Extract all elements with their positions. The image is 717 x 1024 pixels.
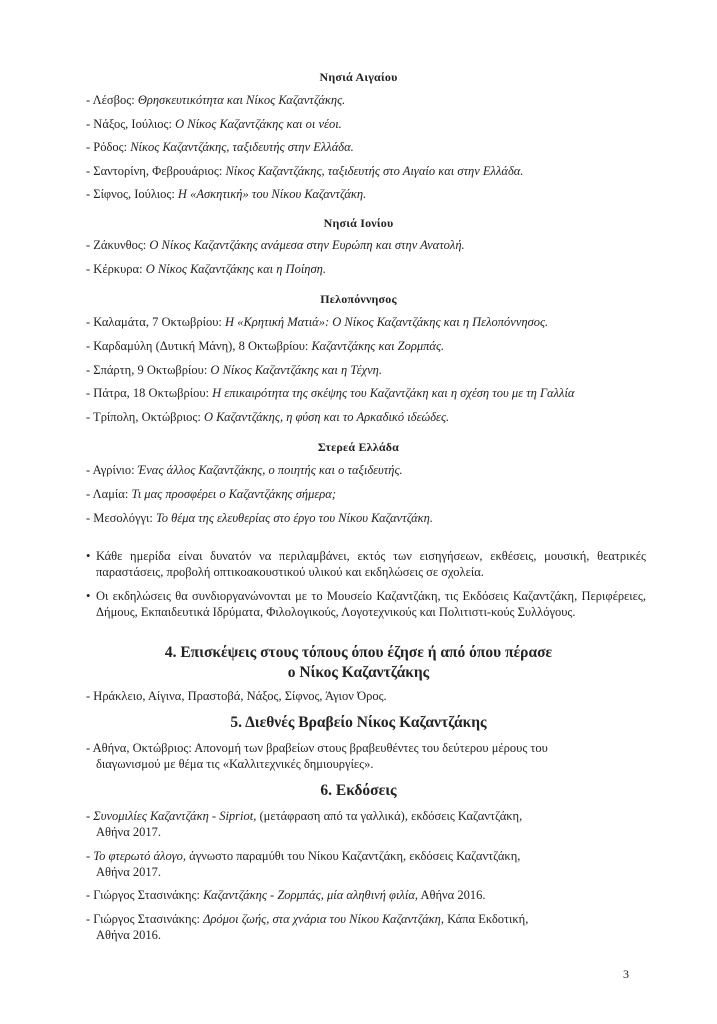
heading-4-line2: ο Νίκος Καζαντζάκης bbox=[287, 664, 430, 681]
list-item: - Καλαμάτα, 7 Οκτωβρίου: Η «Κρητική Ματιά»: Ο Νίκος Καζαντζάκης και η Πελοπόννησος. bbox=[86, 315, 549, 329]
visits-text: - Ηράκλειο, Αίγινα, Πραστοβά, Νάξος, Σίφνος, Άγιον Όρος. bbox=[86, 689, 387, 703]
section-title-sterea: Στερεά Ελλάδα bbox=[317, 440, 400, 454]
list-item: - Σίφνος, Ιούλιος: Η «Ασκητική» του Νίκου Καζαντζάκη. bbox=[86, 187, 367, 201]
publication-item: - Γιώργος Στασινάκης: Δρόμοι ζωής, στα χνάρια του Νίκου Καζαντζάκη, Κάπα Εκδοτική, Αθήνα 2016. bbox=[86, 912, 529, 942]
list-item: - Ζάκυνθος: Ο Νίκος Καζαντζάκης ανάμεσα στην Ευρώπη και στην Ανατολή. bbox=[86, 238, 465, 252]
bullet-icon: • bbox=[86, 549, 91, 563]
heading-6: 6. Εκδόσεις bbox=[320, 782, 397, 799]
section-title-aegean: Νησιά Αιγαίου bbox=[319, 70, 398, 84]
list-item: - Κέρκυρα: Ο Νίκος Καζαντζάκης και η Ποίηση. bbox=[86, 262, 326, 276]
publication-item: - Συνομιλίες Καζαντζάκη - Sipriot, (μετάφραση από τα γαλλικά), εκδόσεις Καζαντζάκη, Αθήνα 2017. bbox=[86, 809, 523, 839]
list-item: - Νάξος, Ιούλιος: Ο Νίκος Καζαντζάκης και οι νέοι. bbox=[86, 117, 342, 131]
publication-item: - Γιώργος Στασινάκης: Καζαντζάκης - Ζορμπάς, μία αληθινή φιλία, Αθήνα 2016. bbox=[86, 888, 486, 902]
section-title-peloponnese: Πελοπόννησος bbox=[320, 292, 397, 306]
publication-item: - Το φτερωτό άλογο, άγνωστο παραμύθι του Νίκου Καζαντζάκη, εκδόσεις Καζαντζάκη, Αθήνα 2017. bbox=[86, 849, 521, 879]
section-title-ionian: Νησιά Ιονίου bbox=[323, 216, 394, 230]
bullet-icon: • bbox=[86, 589, 91, 603]
bullet-item: • Οι εκδηλώσεις θα συνδιοργανώνονται με το Μουσείο Καζαντζάκη, τις Εκδόσεις Καζαντζάκη, Περιφέρειες, Δήμους, Εκπαιδευτικά Ιδρύματα, Φιλολογικούς, Λογοτεχνικούς και Πολιτιστι-κούς Συλλόγους. bbox=[86, 589, 646, 619]
list-item: - Σαντορίνη, Φεβρουάριος: Νίκος Καζαντζάκης, ταξιδευτής στο Αιγαίο και στην Ελλάδα. bbox=[86, 164, 524, 178]
list-item: - Καρδαμύλη (Δυτική Μάνη), 8 Οκτωβρίου: Καζαντζάκης και Ζορμπάς. bbox=[86, 339, 445, 353]
list-item: - Πάτρα, 18 Οκτωβρίου: Η επικαιρότητα της σκέψης του Καζαντζάκη και η σχέση του με τη Γαλλία bbox=[86, 386, 575, 400]
bullet-item: • Κάθε ημερίδα είναι δυνατόν να περιλαμβάνει, εκτός των εισηγήσεων, εκθέσεις, μουσική, θεατρικές παραστάσεις, προβολή οπτικοακουστικού υλικού και εκδηλώσεις σε σχολεία. bbox=[86, 549, 646, 579]
list-item: - Σπάρτη, 9 Οκτωβρίου: Ο Νίκος Καζαντζάκης και η Τέχνη. bbox=[86, 363, 382, 377]
list-item: - Μεσολόγγι: Το θέμα της ελευθερίας στο έργο του Νίκου Καζαντζάκη. bbox=[86, 511, 434, 525]
award-text: - Αθήνα, Οκτώβριος: Απονομή των βραβείων στους βραβευθέντες του δεύτερου μέρους του διαγωνισμού με θέμα τις «Καλλιτεχνικές δημιουργίες». bbox=[86, 741, 548, 771]
heading-5: 5. Διεθνές Βραβείο Νίκος Καζαντζάκης bbox=[230, 714, 487, 731]
heading-4-line1: 4. Επισκέψεις στους τόπους όπου έζησε ή από όπου πέρασε bbox=[164, 644, 553, 661]
list-item: - Αγρίνιο: Ένας άλλος Καζαντζάκης, ο ποιητής και ο ταξιδευτής. bbox=[86, 463, 403, 477]
list-item: - Λαμία: Τι μας προσφέρει ο Καζαντζάκης σήμερα; bbox=[86, 487, 337, 501]
page-number: 3 bbox=[623, 967, 629, 981]
list-item: - Τρίπολη, Οκτώβριος: Ο Καζαντζάκης, η φύση και το Αρκαδικό ιδεώδες. bbox=[86, 410, 450, 424]
list-item: - Ρόδος: Νίκος Καζαντζάκης, ταξιδευτής στην Ελλάδα. bbox=[86, 140, 354, 154]
list-item: - Λέσβος: Θρησκευτικότητα και Νίκος Καζαντζάκης. bbox=[86, 93, 346, 107]
